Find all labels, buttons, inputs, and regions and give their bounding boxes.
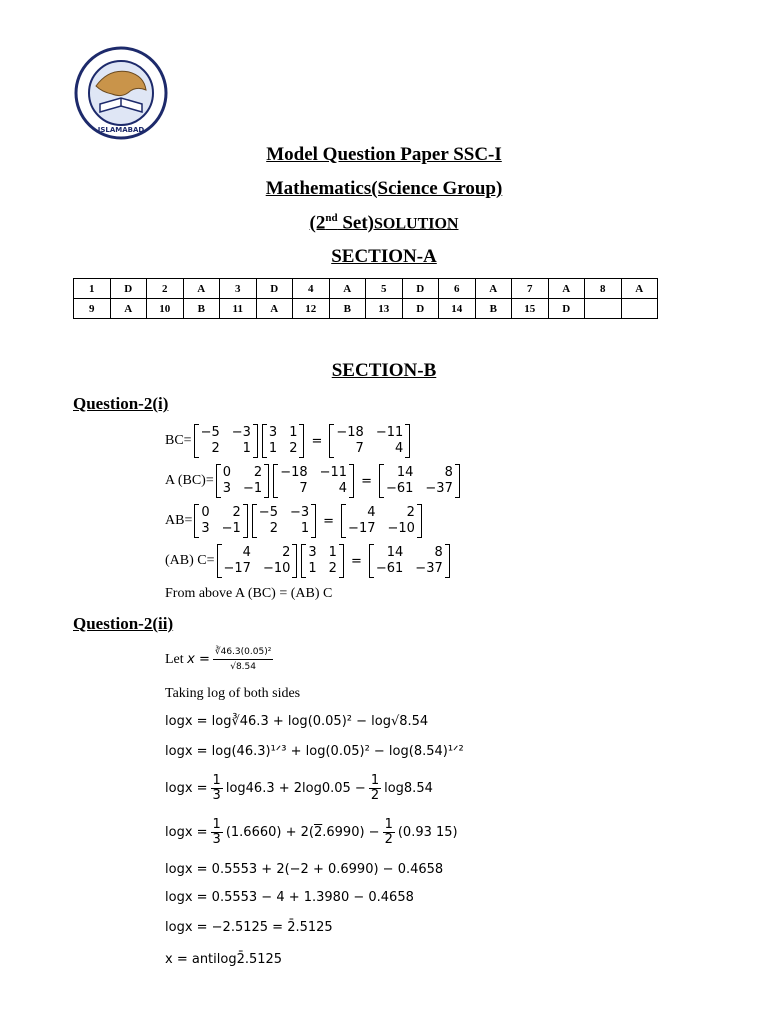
matrix-a: 0 2 3 −1 bbox=[216, 464, 269, 498]
a-bc-equation: A (BC)= 0 2 3 −1 −18 −11 7 4 = 14 8 −61 −37 bbox=[165, 464, 462, 498]
let-expression: Let x = $\frac{\text{∛46.3(0.05)²}}{√8.54}$ bbox=[165, 647, 272, 672]
bc-equation: BC= −5 −3 2 1 3 1 1 2 = −18 −11 7 4 bbox=[165, 424, 412, 458]
log-step-4: logx = $\frac{1}{3}$ (1.6660) + 2( 2 .6990) − $\frac{1}{2}$ (0.93 15) bbox=[165, 817, 458, 847]
log-step-2: logx = log(46.3)¹ᐟ³ + log(0.05)² − log(8.54)¹ᐟ² bbox=[165, 744, 464, 759]
section-a-heading: SECTION-A bbox=[331, 246, 437, 267]
taking-log-text: Taking log of both sides bbox=[165, 686, 301, 701]
ab-c-equation: (AB) C= 4 2 −17 −10 3 1 1 2 = 14 8 −61 −37 bbox=[165, 544, 452, 578]
log-step-3: logx = $\frac{1}{3}$ log46.3 + 2log0.05 − $\frac{1}{2}$ log8.54 bbox=[165, 773, 433, 803]
page-title: Model Question Paper SSC-I bbox=[266, 144, 502, 165]
matrix-a: 0 2 3 −1 bbox=[194, 504, 247, 538]
log-step-8: x = antilog2̄.5125 bbox=[165, 952, 283, 967]
let-fraction: $\frac{\text{∛46.3(0.05)²}}{√8.54}$ bbox=[214, 647, 272, 672]
set-title: (2nd Set)SOLUTION bbox=[309, 212, 459, 234]
log-step-1: logx = log∛46.3 + log(0.05)² − log√8.54 bbox=[165, 714, 429, 729]
logo-city: ISLAMABAD bbox=[97, 126, 145, 134]
section-b-heading: SECTION-B bbox=[331, 360, 437, 381]
log-step-7: logx = −2.5125 = 2̄.5125 bbox=[165, 920, 333, 935]
table-row: 9 A 10 B 11 A 12 B 13 D 14 B 15 D bbox=[74, 299, 658, 319]
table-row: 1 D 2 A 3 D 4 A 5 D 6 A 7 A 8 A bbox=[74, 279, 658, 299]
question-2i-heading: Question-2(i) bbox=[73, 394, 169, 413]
matrix-b: −5 −3 2 1 bbox=[252, 504, 316, 538]
log-step-5: logx = 0.5553 + 2(−2 + 0.6990) − 0.4658 bbox=[165, 862, 444, 877]
subject-title: Mathematics(Science Group) bbox=[265, 178, 503, 199]
matrix-bc: −18 −11 7 4 bbox=[273, 464, 354, 498]
matrix-ab: 4 2 −17 −10 bbox=[341, 504, 422, 538]
matrix-ab-c: 14 8 −61 −37 bbox=[369, 544, 450, 578]
board-logo bbox=[74, 46, 168, 140]
matrix-bc: −18 −11 7 4 bbox=[329, 424, 410, 458]
conclusion-text: From above A (BC) = (AB) C bbox=[165, 586, 333, 601]
matrix-a-bc: 14 8 −61 −37 bbox=[379, 464, 460, 498]
log-step-6: logx = 0.5553 − 4 + 1.3980 − 0.4658 bbox=[165, 890, 414, 905]
matrix-ab: 4 2 −17 −10 bbox=[217, 544, 298, 578]
matrix-c: 3 1 1 2 bbox=[301, 544, 344, 578]
matrix-c: 3 1 1 2 bbox=[262, 424, 305, 458]
matrix-b: −5 −3 2 1 bbox=[194, 424, 258, 458]
ab-equation: AB= 0 2 3 −1 −5 −3 2 1 = 4 2 −17 −10 bbox=[165, 504, 424, 538]
question-2ii-heading: Question-2(ii) bbox=[73, 614, 174, 633]
answer-key-table bbox=[73, 278, 658, 319]
